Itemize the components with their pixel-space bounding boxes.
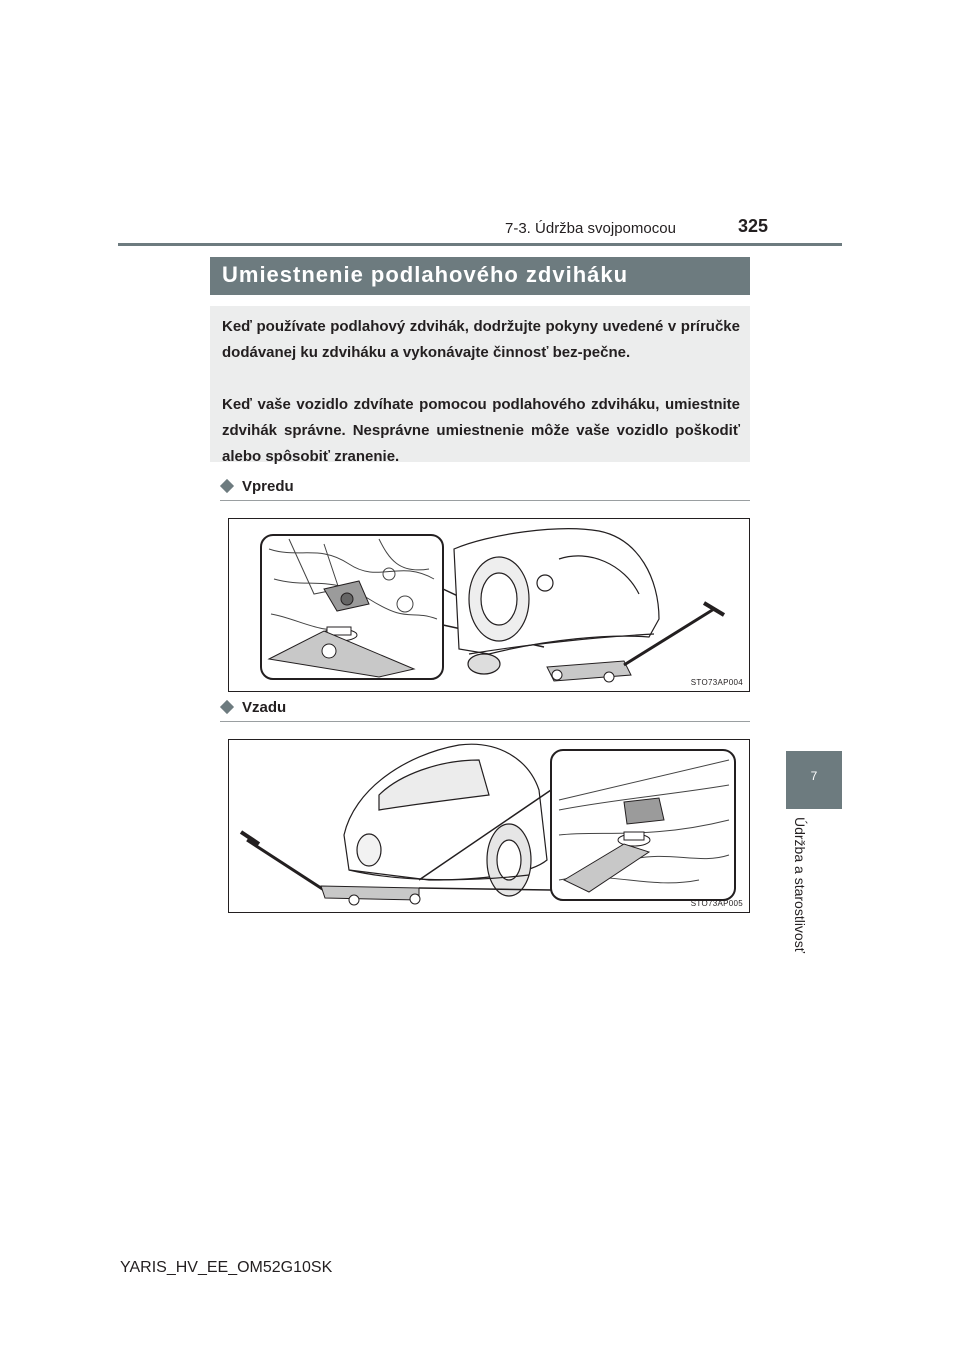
diamond-bullet-icon bbox=[220, 700, 234, 714]
page-number: 325 bbox=[738, 216, 769, 236]
chapter-label-container bbox=[786, 815, 814, 965]
diamond-bullet-icon bbox=[220, 479, 234, 493]
intro-box bbox=[210, 306, 750, 465]
chapter-number: 7 bbox=[810, 769, 818, 783]
subheading-front: Vpredu bbox=[242, 478, 294, 495]
header-rule bbox=[118, 243, 842, 246]
intro-paragraph-2: Keď vaše vozidlo zdvíhate pomocou podlahového zdviháku, umiestnite zdvihák správne. Nesprávne umiestnenie môže vaše vozidlo poškodiť alebo spôsobiť zranenie. bbox=[222, 396, 740, 465]
running-header-section: 7-3. Údržba svojpomocou bbox=[505, 220, 676, 237]
subheading-rule bbox=[220, 721, 750, 722]
figure-rear-jack-point bbox=[228, 739, 750, 913]
figure-front-jack-point bbox=[228, 518, 750, 692]
document-code-footer: YARIS_HV_EE_OM52G10SK bbox=[120, 1259, 333, 1276]
intro-paragraph-1: Keď používate podlahový zdvihák, dodržujte pokyny uvedené v príručke dodávanej ku zdviháku a vykonávajte činnosť bez-pečne. bbox=[222, 318, 740, 361]
chapter-label: Údržba a starostlivosť bbox=[792, 817, 808, 953]
section-title: Umiestnenie podlahového zdviháku bbox=[222, 262, 629, 287]
subheading-rule bbox=[220, 500, 750, 501]
figure-code: STO73AP004 bbox=[690, 678, 743, 687]
rear-jack-illustration bbox=[229, 740, 749, 912]
front-jack-illustration bbox=[229, 519, 749, 691]
subheading-rear: Vzadu bbox=[242, 699, 287, 716]
chapter-tab bbox=[786, 751, 842, 809]
figure-code: STO73AP005 bbox=[690, 899, 743, 908]
